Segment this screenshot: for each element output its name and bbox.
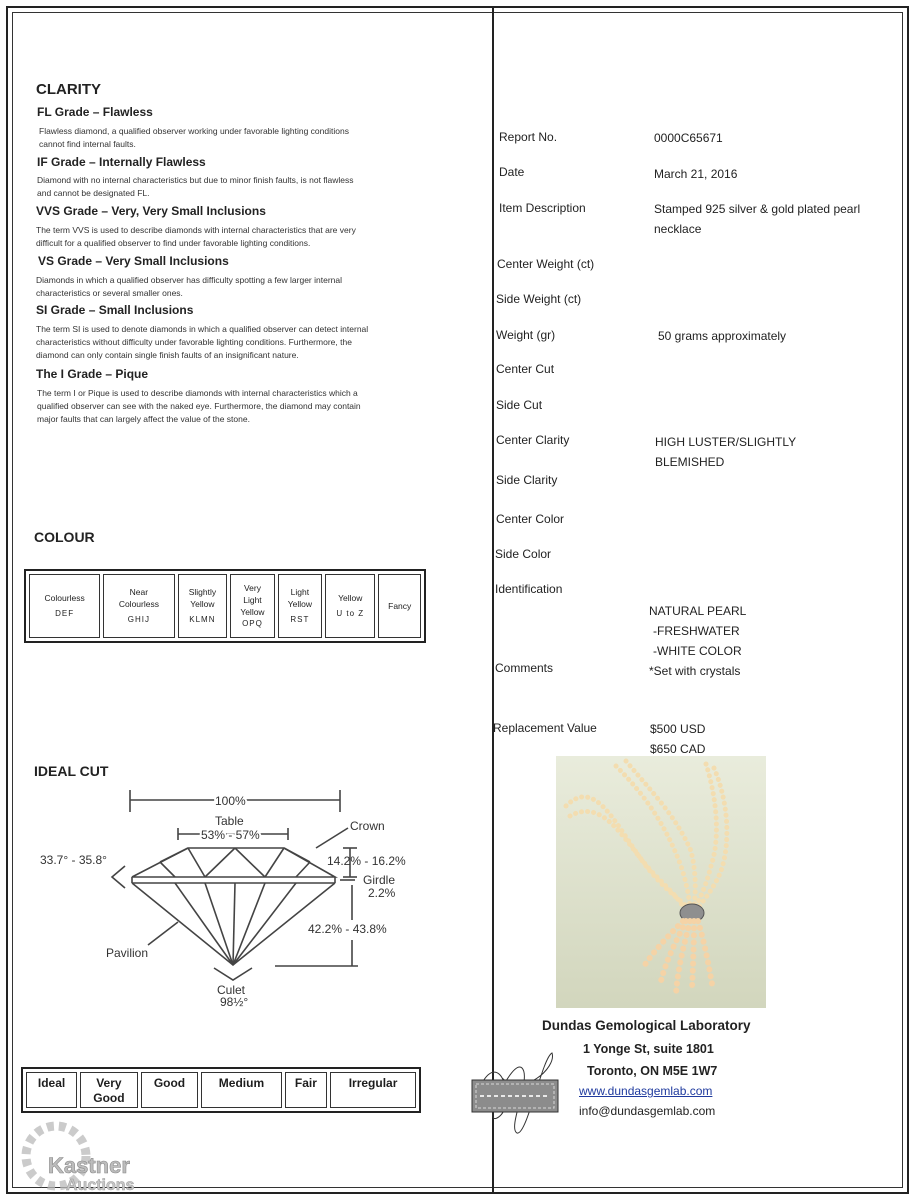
field-label-report-no: Report No. <box>499 130 558 144</box>
grade-vs-text: Diamonds in which a qualified observer has difficulty spotting a few larger internal characteristics or several smaller ones. <box>36 275 343 298</box>
lab-address-line1: 1 Yonge St, suite 1801 <box>583 1042 714 1056</box>
grade-if-text: Diamond with no internal characteristics but due to minor finish faults, is not flawless and cannot be designated FL. <box>37 175 354 198</box>
clarity-title: CLARITY <box>36 81 101 98</box>
kastner-auctions-watermark <box>8 1110 158 1195</box>
diagram-pavilion-label: Pavilion <box>106 946 149 960</box>
field-label-side-cut: Side Cut <box>496 398 543 412</box>
watermark-line1: Kastner <box>48 1153 130 1178</box>
diagram-culet-value: 98½° <box>220 995 249 1009</box>
grade-si-heading: SI Grade – Small Inclusions <box>36 303 194 317</box>
field-value-report-no: 0000C65671 <box>654 131 723 145</box>
grade-vs-heading: VS Grade – Very Small Inclusions <box>38 254 229 268</box>
field-value-weight: 50 grams approximately <box>658 329 787 343</box>
colour-cell-light-yellow: Light Yellow RST <box>278 574 322 638</box>
ideal-cut-title: IDEAL CUT <box>34 763 109 779</box>
field-label-side-weight: Side Weight (ct) <box>496 292 582 306</box>
diagram-width-label: 100% <box>215 794 246 808</box>
lab-name: Dundas Gemological Laboratory <box>542 1018 751 1033</box>
field-label-comments: Comments <box>495 661 554 675</box>
cut-grade-very-good: Very Good <box>80 1072 138 1108</box>
lab-address-line2: Toronto, ON M5E 1W7 <box>587 1064 718 1078</box>
diagram-girdle-value: 2.2% <box>368 886 396 900</box>
diamond-cut-diagram <box>0 0 500 1020</box>
lab-website-link[interactable]: www.dundasgemlab.com <box>579 1084 713 1098</box>
diagram-table-range: 53% - 57% <box>201 828 260 842</box>
diagram-culet-label: Culet <box>217 983 246 997</box>
field-label-identification: Identification <box>495 582 563 596</box>
colour-cell-slightly-yellow: Slightly Yellow KLMN <box>178 574 228 638</box>
field-label-center-cut: Center Cut <box>496 362 555 376</box>
colour-cell-near-colourless: Near Colourless GHIJ <box>103 574 174 638</box>
cut-grade-fair: Fair <box>285 1072 327 1108</box>
diagram-girdle-label: Girdle <box>363 873 396 887</box>
grade-if-heading: IF Grade – Internally Flawless <box>37 155 206 169</box>
colour-cell-yellow: Yellow U to Z <box>325 574 375 638</box>
field-label-weight: Weight (gr) <box>496 328 556 342</box>
grade-vvs-heading: VVS Grade – Very, Very Small Inclusions <box>36 204 266 218</box>
cut-grade-good: Good <box>141 1072 199 1108</box>
colour-cell-very-light-yellow: Very Light Yellow OPQ <box>230 574 274 638</box>
grade-fl-heading: FL Grade – Flawless <box>37 105 153 119</box>
diagram-pavilion-depth: 42.2% - 43.8% <box>308 922 387 936</box>
pearl-necklace-photo <box>556 756 766 1008</box>
grade-i-heading: The I Grade – Pique <box>36 367 149 381</box>
field-label-side-clarity: Side Clarity <box>496 473 558 487</box>
cut-grade-medium: Medium <box>201 1072 281 1108</box>
signature-and-hologram <box>462 1038 572 1138</box>
cut-grade-table <box>21 1067 421 1113</box>
diagram-table-label: Table <box>215 814 244 828</box>
field-label-center-color: Center Color <box>496 512 565 526</box>
field-label-center-weight: Center Weight (ct) <box>497 257 595 271</box>
diagram-crown-angle: 33.7° - 35.8° <box>40 853 107 867</box>
field-label-side-color: Side Color <box>495 547 552 561</box>
field-label-center-clarity: Center Clarity <box>496 433 570 447</box>
colour-cell-fancy: Fancy <box>378 574 421 638</box>
colour-title: COLOUR <box>34 529 95 545</box>
field-value-date: March 21, 2016 <box>654 167 738 181</box>
watermark-line2: Auctions <box>66 1177 135 1194</box>
field-value-item-description: Stamped 925 silver & gold plated pearl necklace <box>654 202 861 236</box>
field-label-replacement-value: Replacement Value <box>493 721 597 735</box>
lab-email: info@dundasgemlab.com <box>579 1104 716 1118</box>
grade-vvs-text: The term VVS is used to describe diamonds with internal characteristics that are very difficult for a qualified observer to find under favorable lighting conditions. <box>36 225 356 248</box>
diagram-crown-height: 14.2% - 16.2% <box>327 854 406 868</box>
diagram-crown-label: Crown <box>350 819 385 833</box>
field-label-date: Date <box>499 165 525 179</box>
grade-i-text: The term I or Pique is used to describe diamonds with internal characteristics which a qualified observer can see with the naked eye. Furthermore, the diamond may contain major faults that can largely affect the value of the stone. <box>37 388 361 424</box>
cut-grade-irregular: Irregular <box>330 1072 416 1108</box>
grade-fl-text: Flawless diamond, a qualified observer working under favorable lighting conditions cannot find internal faults. <box>39 126 349 149</box>
cut-grade-ideal: Ideal <box>26 1072 77 1108</box>
field-value-center-clarity: HIGH LUSTER/SLIGHTLY BLEMISHED <box>655 435 797 469</box>
field-value-identification: NATURAL PEARL -FRESHWATER -WHITE COLOR *Set with crystals <box>649 604 747 678</box>
colour-cell-colourless: Colourless DEF <box>29 574 100 638</box>
grade-si-text: The term SI is used to denote diamonds in which a qualified observer can detect internal characteristics without difficulty under favorable lighting conditions. Furthermore, the diamond can only contain single finish faults of an insignificant nature. <box>36 324 369 360</box>
field-value-replacement-value: $500 USD $650 CAD <box>650 722 706 756</box>
field-label-item-description: Item Description <box>499 201 586 215</box>
